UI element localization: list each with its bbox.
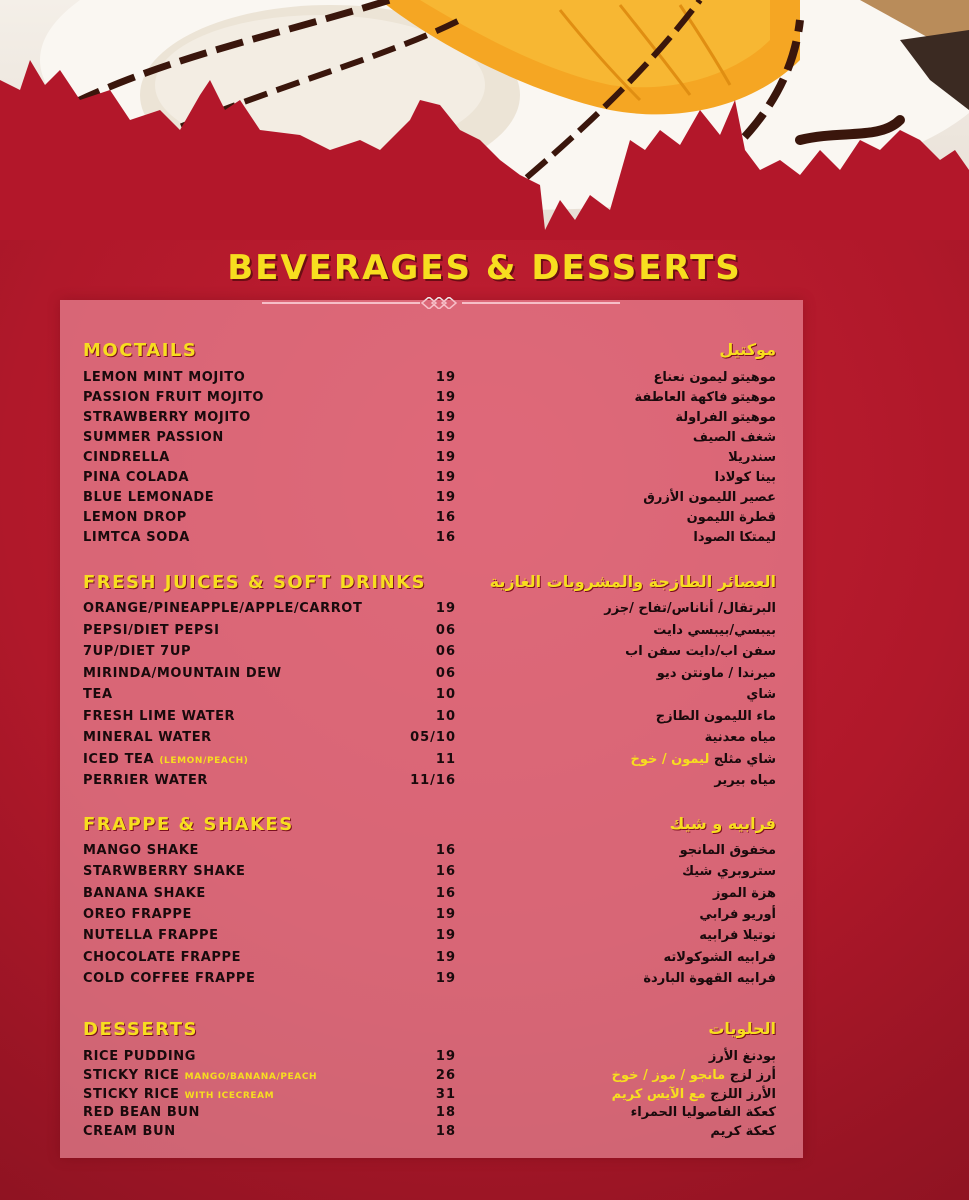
item-name-ar-text: بينا كولادا — [714, 470, 776, 485]
menu-item-row — [0, 928, 969, 948]
menu-item-row — [0, 1124, 969, 1144]
item-name-ar — [709, 1049, 776, 1064]
item-name-ar-text: عصير الليمون الأزرق — [643, 490, 776, 505]
item-price: 19 — [435, 928, 456, 943]
item-price: 19 — [435, 390, 456, 405]
item-name-ar-text: البرتقال/ أناناس/تفاح /جزر — [604, 601, 776, 616]
section-title-ar: العصائر الطازجة والمشروبات الغازية — [489, 572, 776, 591]
page-title: BEVERAGES & DESSERTS — [227, 248, 742, 288]
item-name-en-text: STRAWBERRY MOJITO — [83, 410, 251, 425]
item-name-ar — [746, 687, 776, 702]
item-name-en-text: 7UP/DIET 7UP — [83, 644, 192, 659]
menu-item-row — [0, 950, 969, 970]
menu-item-row — [0, 843, 969, 863]
item-price: 16 — [435, 886, 456, 901]
item-name-ar-text: قطرة الليمون — [686, 510, 776, 525]
item-name-en — [83, 430, 224, 445]
item-name-ar-text: هزة الموز — [713, 886, 776, 901]
item-name-ar-text: مياه معدنية — [704, 730, 776, 745]
item-name-ar — [612, 1087, 776, 1102]
item-name-ar — [612, 1068, 776, 1083]
item-name-ar — [699, 907, 776, 922]
item-name-ar-text: شاي — [746, 687, 776, 702]
item-name-en — [83, 709, 235, 724]
item-name-en — [83, 370, 245, 385]
item-name-en — [83, 530, 190, 545]
item-price: 26 — [435, 1068, 456, 1083]
section-title-en: MOCTAILS — [83, 340, 198, 361]
item-price: 06 — [435, 623, 456, 638]
item-name-en-text: MINERAL WATER — [83, 730, 212, 745]
item-price: 19 — [435, 470, 456, 485]
item-name-en-text: PASSION FRUIT MOJITO — [83, 390, 265, 405]
item-name-en-text: BLUE LEMONADE — [83, 490, 215, 505]
item-name-ar — [675, 410, 776, 425]
item-price: 16 — [435, 530, 456, 545]
item-price: 19 — [435, 950, 456, 965]
item-price: 16 — [435, 843, 456, 858]
menu-item-row — [0, 687, 969, 707]
item-name-en — [83, 907, 192, 922]
menu-item-row — [0, 666, 969, 686]
item-name-en-text: PERRIER WATER — [83, 773, 209, 788]
item-name-en — [83, 450, 170, 465]
item-price: 06 — [435, 644, 456, 659]
section-title-en: FRESH JUICES & SOFT DRINKS — [83, 572, 427, 593]
item-name-ar — [728, 450, 776, 465]
item-price: 19 — [435, 490, 456, 505]
item-price: 10 — [435, 687, 456, 702]
item-name-en — [83, 1124, 176, 1139]
item-name-en-text: SUMMER PASSION — [83, 430, 224, 445]
item-name-ar-text: مياه بيرير — [714, 773, 776, 788]
item-name-en — [83, 864, 246, 879]
menu-item-row — [0, 773, 969, 793]
item-name-en-text: PINA COLADA — [83, 470, 190, 485]
item-name-en — [83, 1049, 196, 1064]
item-price: 19 — [435, 370, 456, 385]
menu-item-row — [0, 1049, 969, 1069]
item-name-ar-text: سفن اب/دايت سفن اب — [625, 644, 776, 659]
item-name-ar-text: كعكة الفاصوليا الحمراء — [630, 1105, 776, 1120]
item-price: 19 — [435, 907, 456, 922]
menu-item-row — [0, 752, 969, 772]
item-name-ar — [625, 644, 776, 659]
item-name-en-text: NUTELLA FRAPPE — [83, 928, 219, 943]
item-name-en-text: LIMTCA SODA — [83, 530, 190, 545]
item-price: 10 — [435, 709, 456, 724]
section-title-ar: الحلويات — [708, 1019, 776, 1038]
item-name-ar-text: موهيتو فاكهة العاطفة — [634, 390, 776, 405]
item-name-en — [83, 470, 189, 485]
menu-item-row — [0, 370, 969, 390]
section-title-ar: فرابيه و شيك — [669, 814, 776, 833]
item-name-ar-text: سندريلا — [728, 450, 776, 465]
item-name-ar-text: شاي مثلج — [713, 752, 776, 767]
item-name-ar — [682, 864, 776, 879]
item-note-ar: مع الآيس كريم — [611, 1087, 706, 1102]
item-name-ar-text: أرز لزج — [729, 1068, 776, 1083]
item-name-en-text: MANGO SHAKE — [83, 843, 199, 858]
item-price: 19 — [435, 450, 456, 465]
item-price: 16 — [435, 864, 456, 879]
item-note-en: MANGO/BANANA/PEACH — [184, 1072, 318, 1082]
item-note-en: WITH ICECREAM — [184, 1091, 275, 1101]
menu-item-row — [0, 450, 969, 470]
item-name-en-text: RICE PUDDING — [83, 1049, 197, 1064]
item-name-ar-text: ميرندا / ماونتن ديو — [656, 666, 776, 681]
item-name-en — [83, 1087, 274, 1102]
item-name-en — [83, 773, 208, 788]
item-name-en-text: ICED TEA — [83, 752, 155, 767]
item-name-en-text: LEMON DROP — [83, 510, 187, 525]
item-name-en — [83, 490, 214, 505]
item-name-ar-text: موهيتو الفراولة — [675, 410, 776, 425]
item-name-ar-text: بودنغ الأرز — [708, 1049, 776, 1064]
menu-item-row — [0, 1105, 969, 1125]
item-name-ar-text: ماء الليمون الطازج — [655, 709, 776, 724]
item-name-en — [83, 843, 199, 858]
menu-item-row — [0, 644, 969, 664]
item-name-en-text: RED BEAN BUN — [83, 1105, 201, 1120]
menu-item-row — [0, 623, 969, 643]
item-name-ar — [705, 730, 776, 745]
item-name-ar — [713, 886, 776, 901]
item-name-ar — [643, 490, 776, 505]
item-name-ar-text: نوتيلا فرابيه — [699, 928, 776, 943]
menu-item-row — [0, 410, 969, 430]
item-name-ar — [604, 601, 776, 616]
item-name-ar-text: موهيتو ليمون نعناع — [653, 370, 776, 385]
item-price: 19 — [435, 1049, 456, 1064]
item-name-ar — [630, 752, 776, 767]
item-name-ar — [635, 390, 777, 405]
item-name-ar-text: ستروبري شيك — [682, 864, 776, 879]
item-name-ar-text: بيبسي/بيبسي دايت — [653, 623, 776, 638]
menu-item-row — [0, 1068, 969, 1088]
item-name-ar — [643, 971, 776, 986]
item-name-en — [83, 390, 264, 405]
item-price: 16 — [435, 510, 456, 525]
item-name-en-text: STICKY RICE — [83, 1068, 180, 1083]
item-name-en-text: BANANA SHAKE — [83, 886, 206, 901]
menu-item-row — [0, 886, 969, 906]
item-name-ar — [693, 430, 776, 445]
item-name-en — [83, 928, 219, 943]
menu-item-row — [0, 971, 969, 991]
section-title-en: DESSERTS — [83, 1019, 198, 1040]
item-name-en-text: ORANGE/PINEAPPLE/APPLE/CARROT — [83, 601, 363, 616]
item-name-en-text: TEA — [83, 687, 113, 702]
item-name-en — [83, 510, 187, 525]
item-name-en — [83, 644, 191, 659]
item-name-en — [83, 666, 282, 681]
item-name-ar-text: مخفوق المانجو — [679, 843, 776, 858]
menu-item-row — [0, 490, 969, 510]
menu-item-row — [0, 730, 969, 750]
item-price: 31 — [435, 1087, 456, 1102]
item-price: 11/16 — [410, 773, 456, 788]
menu-item-row — [0, 390, 969, 410]
item-name-ar — [657, 666, 776, 681]
item-name-en-text: STICKY RICE — [83, 1087, 180, 1102]
menu-item-row — [0, 530, 969, 550]
item-name-ar — [680, 843, 776, 858]
item-name-en-text: CREAM BUN — [83, 1124, 176, 1139]
item-name-en — [83, 730, 212, 745]
item-name-ar-text: كعكة كريم — [710, 1124, 776, 1139]
item-name-en-text: PEPSI/DIET PEPSI — [83, 623, 220, 638]
item-price: 11 — [435, 752, 456, 767]
item-name-en-text: FRESH LIME WATER — [83, 709, 236, 724]
item-price: 06 — [435, 666, 456, 681]
item-name-en — [83, 752, 249, 767]
item-name-ar-text: الأرز اللزج — [710, 1087, 776, 1102]
item-name-en — [83, 950, 241, 965]
item-note-ar: مانجو / موز / خوخ — [611, 1068, 726, 1083]
menu-item-row — [0, 470, 969, 490]
item-note-ar: ليمون / خوخ — [630, 752, 710, 767]
item-name-en — [83, 410, 251, 425]
item-price: 19 — [435, 601, 456, 616]
item-name-ar — [631, 1105, 776, 1120]
item-name-ar — [693, 530, 776, 545]
item-name-ar — [663, 950, 776, 965]
menu-item-row — [0, 1087, 969, 1107]
item-name-en-text: CINDRELLA — [83, 450, 170, 465]
section-title-en: FRAPPE & SHAKES — [83, 814, 294, 835]
item-name-ar-text: فرابيه القهوة الباردة — [643, 971, 776, 986]
menu-item-row — [0, 601, 969, 621]
item-name-en-text: MIRINDA/MOUNTAIN DEW — [83, 666, 282, 681]
menu-item-row — [0, 430, 969, 450]
item-name-ar — [714, 773, 776, 788]
item-name-ar-text: أوريو فرابي — [699, 907, 776, 922]
item-name-en-text: OREO FRAPPE — [83, 907, 193, 922]
item-price: 19 — [435, 410, 456, 425]
item-price: 19 — [435, 971, 456, 986]
menu-item-row — [0, 510, 969, 530]
item-name-en — [83, 886, 206, 901]
menu-item-row — [0, 709, 969, 729]
item-name-en-text: CHOCOLATE FRAPPE — [83, 950, 242, 965]
item-name-en — [83, 601, 362, 616]
item-price: 18 — [435, 1124, 456, 1139]
item-name-ar — [710, 1124, 776, 1139]
item-price: 18 — [435, 1105, 456, 1120]
item-name-en — [83, 623, 220, 638]
item-price: 19 — [435, 430, 456, 445]
item-name-ar — [687, 510, 776, 525]
menu-item-row — [0, 907, 969, 927]
dessert-photo — [0, 0, 969, 240]
item-name-en-text: STARWBERRY SHAKE — [83, 864, 246, 879]
item-name-ar-text: فرابيه الشوكولاته — [663, 950, 776, 965]
item-price: 05/10 — [410, 730, 456, 745]
item-name-ar — [715, 470, 776, 485]
item-name-en-text: COLD COFFEE FRAPPE — [83, 971, 256, 986]
menu-item-row — [0, 864, 969, 884]
item-name-ar-text: شغف الصيف — [692, 430, 776, 445]
item-name-en — [83, 971, 256, 986]
item-name-ar — [699, 928, 776, 943]
item-name-en — [83, 687, 113, 702]
item-note-en: (LEMON/PEACH) — [159, 756, 249, 766]
item-name-ar — [654, 370, 776, 385]
item-name-ar — [653, 623, 776, 638]
item-name-en-text: LEMON MINT MOJITO — [83, 370, 246, 385]
item-name-ar-text: ليمتكا الصودا — [693, 530, 776, 545]
item-name-en — [83, 1105, 200, 1120]
item-name-ar — [656, 709, 776, 724]
item-name-en — [83, 1068, 317, 1083]
section-title-ar: موكتيل — [719, 340, 776, 359]
